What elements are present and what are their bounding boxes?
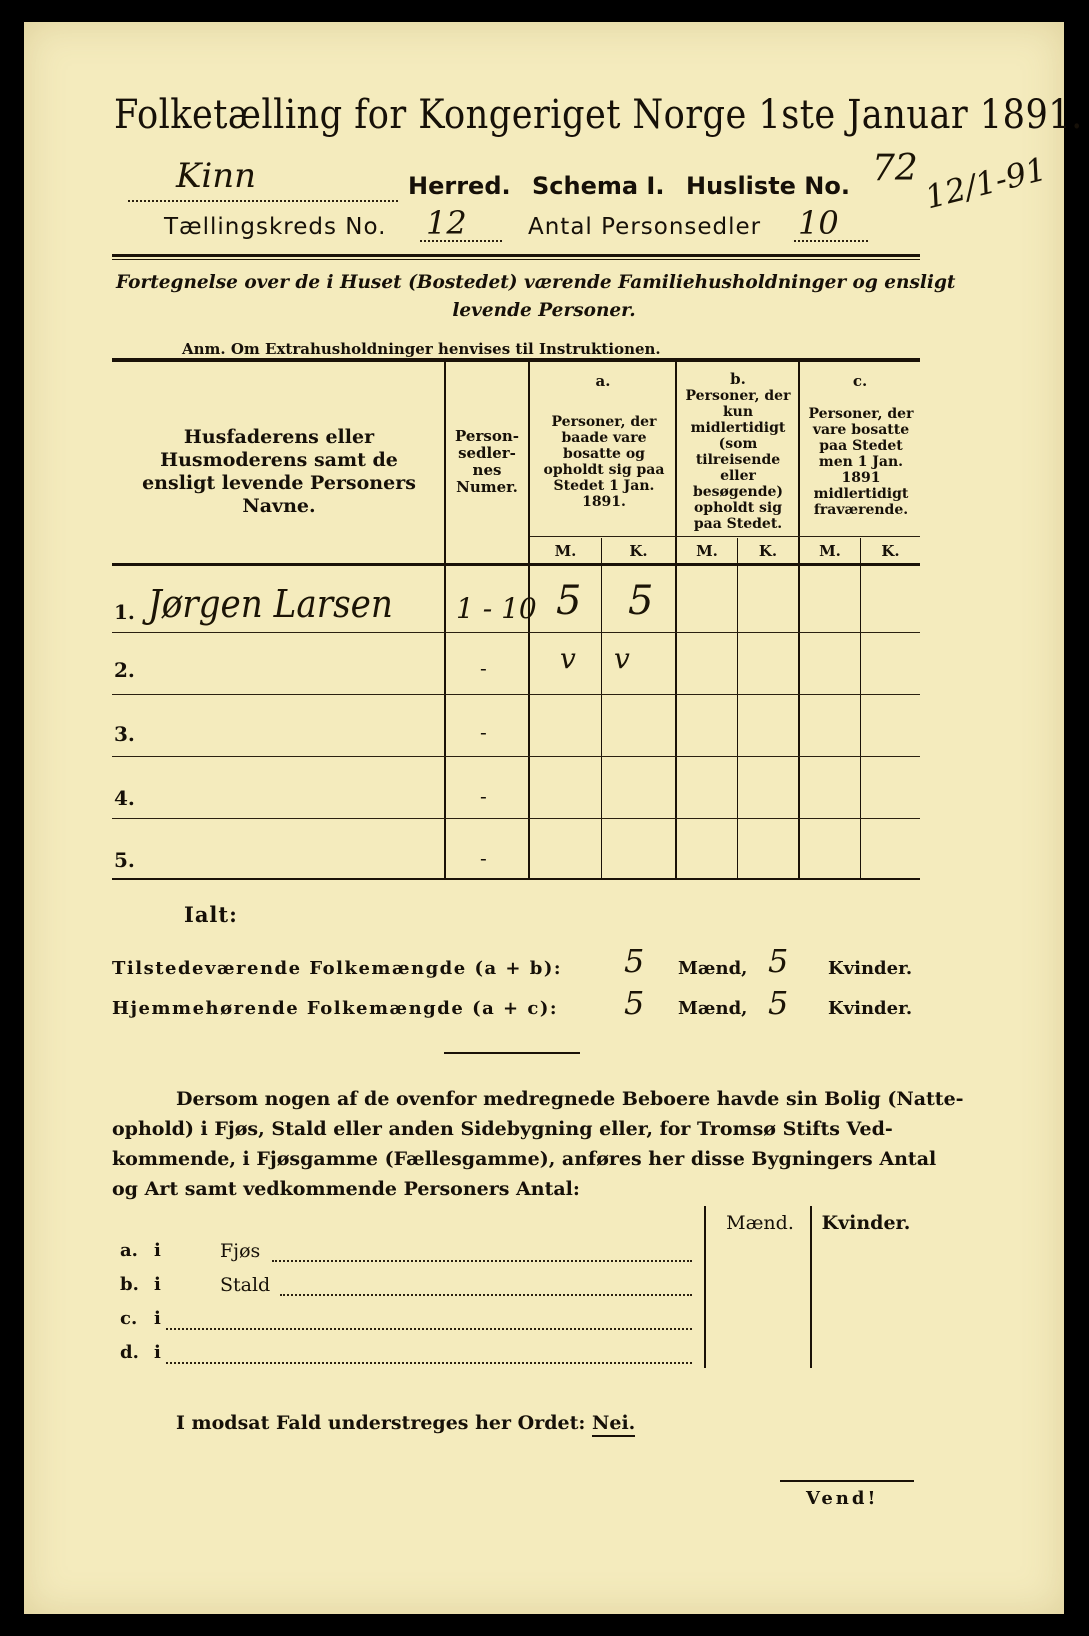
kvinder-label: Kvinder. (828, 998, 913, 1019)
buildings-para-3: kommende, i Fjøsgamme (Fællesgamme), anføres her disse Bygningers Antal (112, 1148, 937, 1170)
intro-line-1: Fortegnelse over de i Huset (Bostedet) værende Familiehusholdninger og ensligt (116, 272, 956, 293)
hjemme-maend-value: 5 (624, 984, 645, 1022)
col-divider (444, 362, 446, 880)
building-label-fjos: Fjøs (220, 1240, 261, 1262)
tilstede-maend-value: 5 (624, 942, 645, 980)
kvinder-label: Kvinder. (828, 958, 913, 979)
row-number: 5. (114, 848, 135, 872)
building-i: i (154, 1240, 161, 1261)
check-a-k: v (614, 642, 630, 675)
hjemme-label: Hjemmehørende Folkemængde (a + c): (112, 998, 558, 1019)
col-header-numer: Person-sedler-nes Numer. (455, 427, 519, 496)
col-divider-thin (860, 538, 861, 880)
section-divider (444, 1052, 580, 1054)
schema-label: Schema I. (532, 172, 665, 200)
col-header-b-letter: b. (730, 370, 746, 388)
col-divider-thin (737, 538, 738, 880)
margin-note: 12/1-91 (921, 149, 1051, 217)
herred-value: Kinn (176, 156, 257, 196)
col-header-a-k: K. (629, 542, 648, 560)
col-divider (675, 362, 677, 880)
buildings-para-2: ophold) i Fjøs, Stald eller anden Sidebygning eller, for Tromsø Stifts Ved- (112, 1118, 893, 1140)
count-a-k: 5 (628, 578, 654, 624)
mk-subheader-rule (530, 536, 920, 537)
header-rule (112, 254, 920, 257)
col-divider-thin (601, 538, 602, 880)
row-separator (112, 694, 920, 695)
modsat-text: I modsat Fald understreges her Ordet: (176, 1412, 586, 1434)
col-header-b-k: K. (758, 542, 778, 560)
husliste-value: 72 (872, 148, 918, 189)
kreds-value: 12 (426, 204, 467, 242)
building-i: i (154, 1342, 161, 1363)
anm-note: Anm. Om Extrahusholdninger henvises til Instruktionen. (182, 340, 661, 358)
intro-line-2: levende Personer. (452, 300, 636, 321)
personsedler-numer: - (480, 846, 487, 870)
row-separator (112, 818, 920, 819)
col-divider (798, 362, 800, 880)
buildings-divider (810, 1206, 812, 1368)
row-number: 1. (114, 600, 135, 624)
nei-word: Nei. (592, 1412, 635, 1437)
maend-label: Mænd, (678, 998, 748, 1019)
count-a-m: 5 (556, 578, 582, 624)
personsedler-numer: - (480, 720, 487, 744)
vend-text: Vend! (806, 1488, 879, 1509)
antal-value: 10 (798, 204, 839, 242)
building-dotline (280, 1294, 692, 1296)
col-header-c-letter: c. (852, 372, 868, 390)
herred-field (128, 156, 398, 202)
row-separator (112, 756, 920, 757)
col-header-c: Personer, der vare bosatte paa Stedet men 1 Jan. 1891 midlertidigt fraværende. (808, 406, 914, 518)
personsedler-numer: - (480, 656, 487, 680)
building-letter: a. (120, 1240, 138, 1261)
row-number: 4. (114, 786, 135, 810)
building-i: i (154, 1308, 161, 1329)
col-header-name: Husfaderens eller Husmoderens samt de ensligt levende Personers Navne. (142, 426, 416, 517)
building-dotline (272, 1260, 692, 1262)
buildings-para-1: Dersom nogen af de ovenfor medregnede Beboere havde sin Bolig (Natte- (176, 1088, 964, 1110)
col-header-a: Personer, der baade vare bosatte og opholdt sig paa Stedet 1 Jan. 1891. (543, 414, 665, 510)
kreds-field (420, 204, 502, 242)
buildings-col-kvinder: Kvinder. (821, 1212, 911, 1234)
vend-rule (780, 1480, 914, 1482)
row-number: 3. (114, 722, 135, 746)
check-a-m: v (560, 642, 576, 675)
tilstede-kvinder-value: 5 (768, 942, 789, 980)
row-number: 2. (114, 658, 135, 682)
form-title: Folketælling for Kongeriget Norge 1ste Januar 1891. (114, 92, 1083, 138)
tilstede-label: Tilstedeværende Folkemængde (a + b): (112, 958, 563, 979)
building-dotline (166, 1328, 692, 1330)
personsedler-numer: - (480, 784, 487, 808)
buildings-para-4: og Art samt vedkommende Personers Antal: (112, 1178, 580, 1200)
building-letter: c. (120, 1308, 138, 1329)
ialt-label: Ialt: (184, 902, 238, 927)
household-name: Jørgen Larsen (148, 582, 393, 626)
col-header-c-k: K. (881, 542, 900, 560)
husliste-label: Husliste No. (686, 172, 850, 200)
col-header-c-m: M. (819, 542, 841, 560)
buildings-divider (704, 1206, 706, 1368)
census-form-page (24, 22, 1083, 1614)
antal-label: Antal Personsedler (528, 214, 762, 240)
col-header-b: Personer, der kun midlertidigt (som tilreisende eller besøgende) opholdt sig paa Stedet. (685, 388, 791, 532)
maend-label: Mænd, (678, 958, 748, 979)
row-separator (112, 632, 920, 633)
building-letter: b. (120, 1274, 139, 1295)
herred-label: Herred. (408, 172, 511, 200)
antal-field (794, 204, 868, 242)
buildings-col-maend: Mænd. (726, 1212, 794, 1234)
hjemme-kvinder-value: 5 (768, 984, 789, 1022)
building-i: i (154, 1274, 161, 1295)
building-dotline (166, 1362, 692, 1364)
building-letter: d. (120, 1342, 139, 1363)
header-rule-thin (112, 259, 920, 260)
col-header-a-m: M. (554, 542, 577, 560)
col-header-a-letter: a. (595, 372, 611, 390)
col-header-b-m: M. (696, 542, 718, 560)
kreds-label: Tællingskreds No. (164, 214, 387, 240)
personsedler-numer: 1 - 10 (456, 592, 537, 625)
building-label-stald: Stald (220, 1274, 271, 1296)
